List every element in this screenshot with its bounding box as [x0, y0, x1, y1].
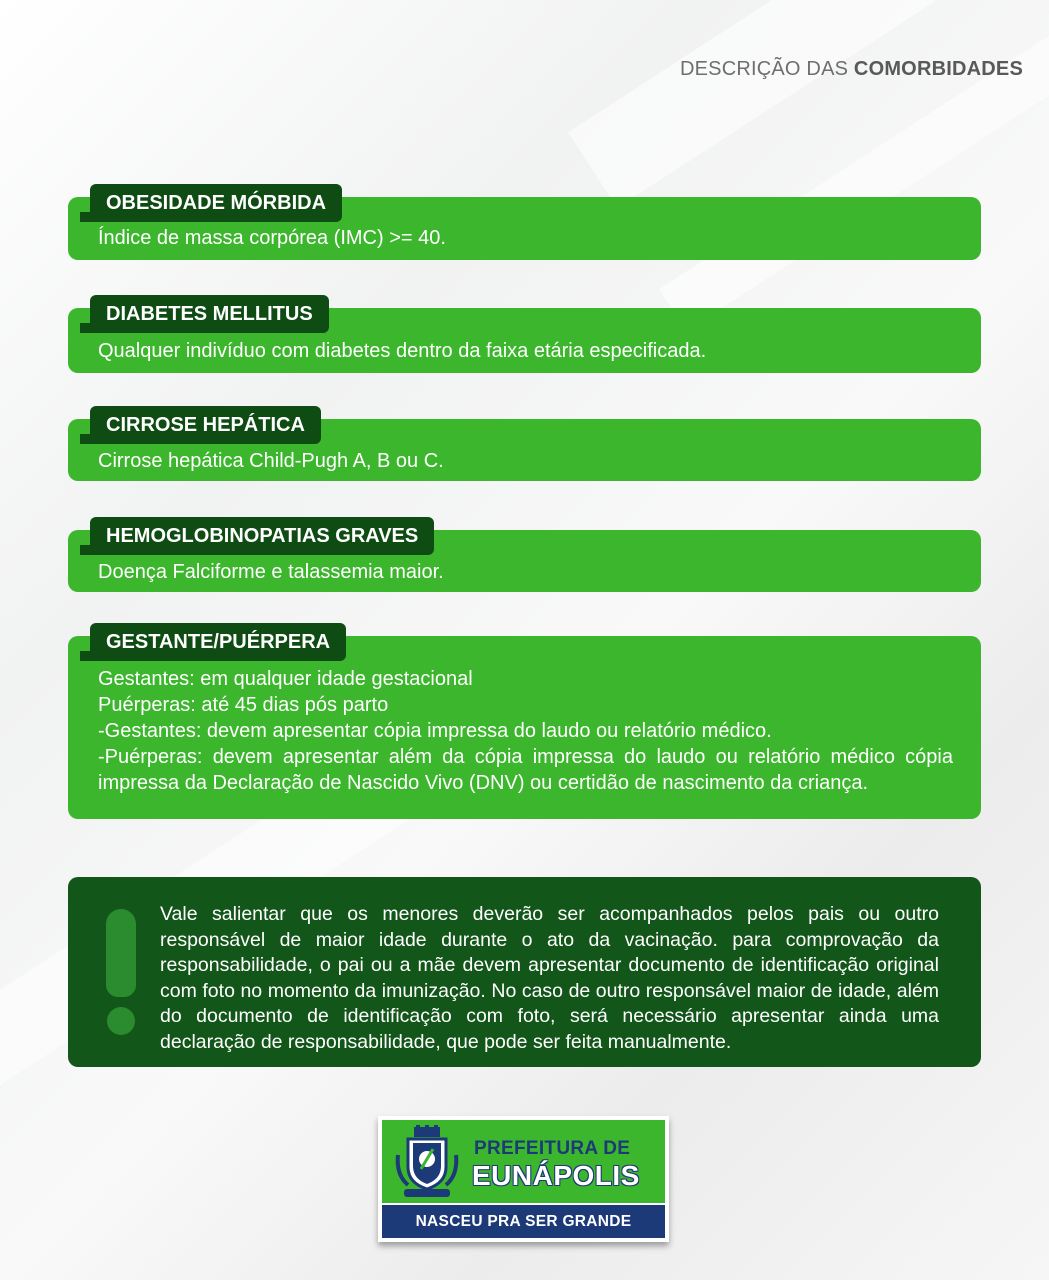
page-title: [680, 58, 1023, 81]
logo-slogan: NASCEU PRA SER GRANDE: [382, 1205, 665, 1238]
logo-line-1: PREFEITURA DE: [474, 1138, 631, 1159]
card-body: [68, 636, 981, 819]
card-text: Puérperas: até 45 dias pós parto: [98, 694, 389, 716]
card-text: Cirrose hepática Child-Pugh A, B ou C.: [98, 450, 444, 472]
card-text: -Gestantes: devem apresentar cópia impressa do laudo ou relatório médico.: [98, 720, 772, 742]
comorbidity-card-gestante: [68, 623, 981, 819]
card-title: OBESIDADE MÓRBIDA: [90, 184, 342, 222]
card-text: Qualquer indivíduo com diabetes dentro da faixa etária especificada.: [98, 340, 707, 362]
comorbidity-card-obesidade: [68, 184, 981, 260]
prefeitura-logo: [378, 1116, 669, 1242]
card-text: Gestantes: em qualquer idade gestacional: [98, 668, 473, 690]
card-text: Índice de massa corpórea (IMC) >= 40.: [98, 227, 446, 249]
comorbidity-card-hemoglobinopatias: [68, 517, 981, 592]
card-text: -Puérperas: devem apresentar além da cópia impressa do laudo ou relatório médico cópia impressa da Declaração de Nascido Vivo (DNV) ou certidão de nascimento da criança.: [98, 746, 953, 794]
notice-text: Vale salientar que os menores deverão ser acompanhados pelos pais ou outro responsável de maior idade durante o ato da vacinação. para comprovação da responsabilidade, o pai ou a mãe devem apresentar documento de identificação original com foto no momento da imunização. No caso de outro responsável maior de idade, além do documento de identificação com foto, será necessário apresentar ainda uma declaração de responsabilidade, que pode ser feita manualmente.: [160, 903, 939, 1053]
notice-box: [68, 877, 981, 1067]
comorbidity-card-cirrose: [68, 406, 981, 481]
card-title: DIABETES MELLITUS: [90, 295, 329, 333]
card-title: CIRROSE HEPÁTICA: [90, 406, 321, 444]
exclamation-icon: [105, 909, 137, 1035]
comorbidity-card-diabetes: [68, 295, 981, 373]
card-title: GESTANTE/PUÉRPERA: [90, 623, 346, 661]
card-title: HEMOGLOBINOPATIAS GRAVES: [90, 517, 434, 555]
coat-of-arms-icon: [394, 1125, 460, 1199]
logo-top: [382, 1120, 665, 1203]
card-text: Doença Falciforme e talassemia maior.: [98, 561, 444, 583]
page-title-light: DESCRIÇÃO DAS: [679, 58, 849, 80]
page-title-bold: COMORBIDADES: [853, 58, 1023, 80]
logo-line-2: EUNÁPOLIS: [472, 1160, 640, 1191]
